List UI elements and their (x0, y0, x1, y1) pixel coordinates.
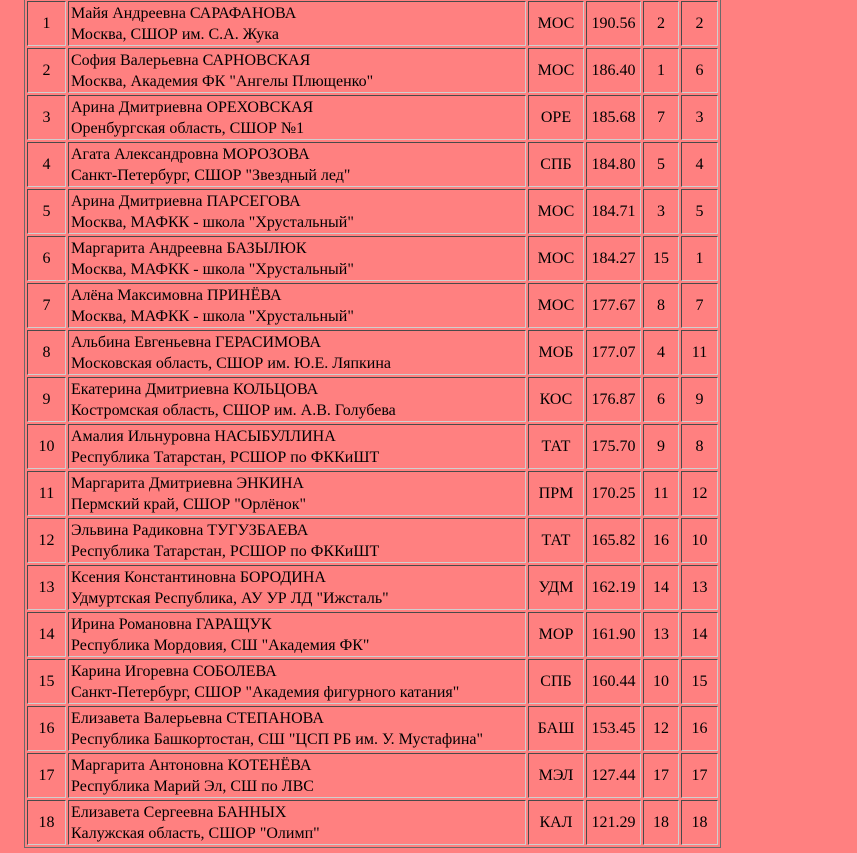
table-row (27, 424, 718, 469)
free-skating-place-cell: 4 (681, 142, 718, 187)
free-skating-place-cell: 1 (681, 236, 718, 281)
results-table (24, 0, 721, 848)
region-code-cell: МОС (528, 189, 584, 234)
skater-name: Арина Дмитриевна ОРЕХОВСКАЯ (71, 98, 314, 116)
short-program-place-cell: 11 (643, 471, 679, 516)
skater-name: Амалия Ильнуровна НАСЫБУЛЛИНА (71, 427, 336, 445)
free-skating-place-cell: 13 (681, 565, 718, 610)
short-program-place-cell: 10 (643, 659, 679, 704)
table-row (27, 377, 718, 422)
free-skating-place-cell: 3 (681, 95, 718, 140)
total-score-cell: 186.40 (586, 48, 641, 93)
total-score-cell: 184.80 (586, 142, 641, 187)
skater-club: Республика Марий Эл, СШ по ЛВС (71, 777, 314, 795)
place-cell: 2 (27, 48, 66, 93)
skater-club: Москва, МАФКК - школа "Хрустальный" (71, 213, 354, 231)
short-program-place-cell: 12 (643, 706, 679, 751)
short-program-place-cell: 1 (643, 48, 679, 93)
table-row (27, 659, 718, 704)
short-program-place-cell: 3 (643, 189, 679, 234)
place-cell: 17 (27, 753, 66, 798)
region-code-cell: БАШ (528, 706, 584, 751)
region-code-cell: МОС (528, 283, 584, 328)
place-cell: 4 (27, 142, 66, 187)
skater-name: Алёна Максимовна ПРИНЁВА (71, 286, 282, 304)
table-row (27, 471, 718, 516)
free-skating-place-cell: 15 (681, 659, 718, 704)
skater-name: Ирина Романовна ГАРАЩУК (71, 615, 272, 633)
region-code-cell: МОБ (528, 330, 584, 375)
place-cell: 10 (27, 424, 66, 469)
place-cell: 3 (27, 95, 66, 140)
table-row (27, 753, 718, 798)
place-cell: 18 (27, 800, 66, 845)
free-skating-place-cell: 7 (681, 283, 718, 328)
skater-name: Эльвина Радиковна ТУГУЗБАЕВА (71, 521, 309, 539)
skater-club: Москва, СШОР им. С.А. Жука (71, 25, 279, 43)
place-cell: 9 (27, 377, 66, 422)
skater-cell (68, 471, 526, 516)
place-cell: 16 (27, 706, 66, 751)
skater-cell (68, 612, 526, 657)
free-skating-place-cell: 8 (681, 424, 718, 469)
place-cell: 12 (27, 518, 66, 563)
table-row (27, 518, 718, 563)
table-row (27, 706, 718, 751)
short-program-place-cell: 13 (643, 612, 679, 657)
free-skating-place-cell: 18 (681, 800, 718, 845)
skater-club: Санкт-Петербург, СШОР "Звездный лед" (71, 166, 351, 184)
short-program-place-cell: 15 (643, 236, 679, 281)
short-program-place-cell: 18 (643, 800, 679, 845)
short-program-place-cell: 6 (643, 377, 679, 422)
region-code-cell: КОС (528, 377, 584, 422)
skater-club: Республика Башкортостан, СШ "ЦСП РБ им. У. Мустафина" (71, 730, 484, 748)
skater-cell (68, 236, 526, 281)
total-score-cell: 161.90 (586, 612, 641, 657)
skater-name: Альбина Евгеньевна ГЕРАСИМОВА (71, 333, 322, 351)
total-score-cell: 160.44 (586, 659, 641, 704)
free-skating-place-cell: 16 (681, 706, 718, 751)
skater-name: Елизавета Валерьевна СТЕПАНОВА (71, 709, 324, 727)
free-skating-place-cell: 12 (681, 471, 718, 516)
total-score-cell: 184.71 (586, 189, 641, 234)
skater-cell (68, 753, 526, 798)
skater-club: Санкт-Петербург, СШОР "Академия фигурного катания" (71, 683, 460, 701)
short-program-place-cell: 16 (643, 518, 679, 563)
skater-name: Маргарита Антоновна КОТЕНЁВА (71, 756, 312, 774)
region-code-cell: МОС (528, 48, 584, 93)
place-cell: 5 (27, 189, 66, 234)
skater-cell (68, 330, 526, 375)
region-code-cell: МОС (528, 1, 584, 46)
short-program-place-cell: 7 (643, 95, 679, 140)
results-table-body (27, 1, 718, 845)
place-cell: 14 (27, 612, 66, 657)
region-code-cell: ТАТ (528, 424, 584, 469)
skater-club: Московская область, СШОР им. Ю.Е. Ляпкина (71, 354, 392, 372)
free-skating-place-cell: 9 (681, 377, 718, 422)
short-program-place-cell: 4 (643, 330, 679, 375)
skater-name: София Валерьевна САРНОВСКАЯ (71, 51, 311, 69)
skater-cell (68, 283, 526, 328)
total-score-cell: 185.68 (586, 95, 641, 140)
place-cell: 7 (27, 283, 66, 328)
skater-club: Республика Татарстан, РСШОР по ФККиШТ (71, 542, 380, 560)
free-skating-place-cell: 11 (681, 330, 718, 375)
skater-cell (68, 518, 526, 563)
skater-cell (68, 142, 526, 187)
free-skating-place-cell: 14 (681, 612, 718, 657)
total-score-cell: 165.82 (586, 518, 641, 563)
total-score-cell: 162.19 (586, 565, 641, 610)
free-skating-place-cell: 5 (681, 189, 718, 234)
region-code-cell: ПРМ (528, 471, 584, 516)
skater-club: Пермский край, СШОР "Орлёнок" (71, 495, 307, 513)
skater-cell (68, 565, 526, 610)
table-row (27, 236, 718, 281)
skater-cell (68, 95, 526, 140)
skater-name: Агата Александровна МОРОЗОВА (71, 145, 310, 163)
short-program-place-cell: 14 (643, 565, 679, 610)
skater-club: Москва, МАФКК - школа "Хрустальный" (71, 260, 354, 278)
skater-cell (68, 659, 526, 704)
skater-name: Маргарита Андреевна БАЗЫЛЮК (71, 239, 307, 257)
skater-name: Ксения Константиновна БОРОДИНА (71, 568, 326, 586)
skater-cell (68, 1, 526, 46)
total-score-cell: 170.25 (586, 471, 641, 516)
table-row (27, 1, 718, 46)
skater-club: Удмуртская Республика, АУ УР ЛД "Ижсталь" (71, 589, 389, 607)
table-row (27, 142, 718, 187)
short-program-place-cell: 5 (643, 142, 679, 187)
region-code-cell: ОРЕ (528, 95, 584, 140)
skater-club: Калужская область, СШОР "Олимп" (71, 824, 320, 842)
region-code-cell: ТАТ (528, 518, 584, 563)
skater-cell (68, 706, 526, 751)
total-score-cell: 190.56 (586, 1, 641, 46)
skater-club: Москва, МАФКК - школа "Хрустальный" (71, 307, 354, 325)
place-cell: 11 (27, 471, 66, 516)
total-score-cell: 153.45 (586, 706, 641, 751)
short-program-place-cell: 2 (643, 1, 679, 46)
table-row (27, 612, 718, 657)
total-score-cell: 176.87 (586, 377, 641, 422)
total-score-cell: 184.27 (586, 236, 641, 281)
total-score-cell: 177.67 (586, 283, 641, 328)
skater-cell (68, 377, 526, 422)
skater-name: Екатерина Дмитриевна КОЛЬЦОВА (71, 380, 319, 398)
region-code-cell: МОС (528, 236, 584, 281)
place-cell: 8 (27, 330, 66, 375)
total-score-cell: 121.29 (586, 800, 641, 845)
place-cell: 15 (27, 659, 66, 704)
skater-club: Оренбургская область, СШОР №1 (71, 119, 305, 137)
table-row (27, 283, 718, 328)
skater-name: Карина Игоревна СОБОЛЕВА (71, 662, 277, 680)
skater-club: Республика Татарстан, РСШОР по ФККиШТ (71, 448, 380, 466)
place-cell: 1 (27, 1, 66, 46)
short-program-place-cell: 8 (643, 283, 679, 328)
table-row (27, 95, 718, 140)
short-program-place-cell: 17 (643, 753, 679, 798)
skater-club: Москва, Академия ФК "Ангелы Плющенко" (71, 72, 374, 90)
skater-club: Костромская область, СШОР им. А.В. Голубева (71, 401, 396, 419)
total-score-cell: 175.70 (586, 424, 641, 469)
region-code-cell: СПБ (528, 659, 584, 704)
skater-name: Арина Дмитриевна ПАРСЕГОВА (71, 192, 301, 210)
free-skating-place-cell: 2 (681, 1, 718, 46)
table-row (27, 330, 718, 375)
table-row (27, 800, 718, 845)
region-code-cell: СПБ (528, 142, 584, 187)
skater-cell (68, 424, 526, 469)
skater-club: Республика Мордовия, СШ "Академия ФК" (71, 636, 370, 654)
place-cell: 13 (27, 565, 66, 610)
skater-cell (68, 48, 526, 93)
free-skating-place-cell: 10 (681, 518, 718, 563)
table-row (27, 189, 718, 234)
region-code-cell: МОР (528, 612, 584, 657)
skater-cell (68, 800, 526, 845)
total-score-cell: 127.44 (586, 753, 641, 798)
free-skating-place-cell: 6 (681, 48, 718, 93)
table-row (27, 48, 718, 93)
skater-name: Маргарита Дмитриевна ЭНКИНА (71, 474, 304, 492)
place-cell: 6 (27, 236, 66, 281)
table-row (27, 565, 718, 610)
free-skating-place-cell: 17 (681, 753, 718, 798)
short-program-place-cell: 9 (643, 424, 679, 469)
total-score-cell: 177.07 (586, 330, 641, 375)
region-code-cell: КАЛ (528, 800, 584, 845)
region-code-cell: МЭЛ (528, 753, 584, 798)
region-code-cell: УДМ (528, 565, 584, 610)
skater-name: Елизавета Сергеевна БАННЫХ (71, 803, 287, 821)
skater-cell (68, 189, 526, 234)
skater-name: Майя Андреевна САРАФАНОВА (71, 4, 297, 22)
